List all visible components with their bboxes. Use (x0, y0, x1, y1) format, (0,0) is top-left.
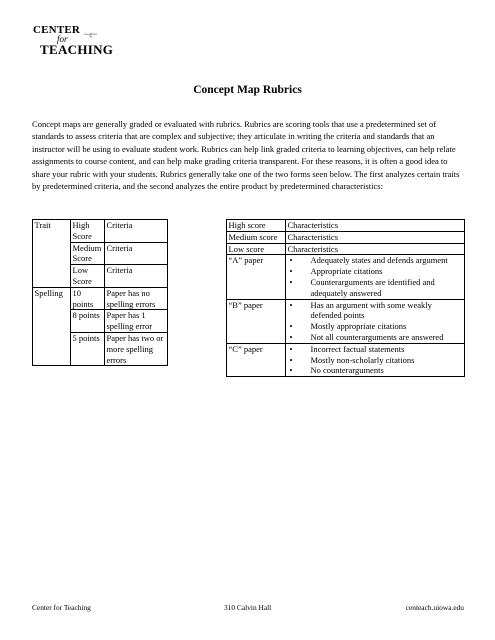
footer-left: Center for Teaching (32, 603, 91, 612)
trait-cell: Spelling (33, 287, 71, 366)
criteria-cell: Paper has two or more spelling errors (105, 332, 168, 365)
holistic-rubric-table (226, 219, 465, 377)
list-item: • No counterarguments (288, 365, 463, 376)
score-cell: 8 points (71, 310, 105, 333)
score-cell: Medium score (227, 231, 286, 243)
table-row (227, 220, 465, 232)
table-row (33, 220, 168, 243)
grade-characteristics-a (286, 255, 465, 299)
trait-header-cell: Trait (33, 220, 71, 288)
center-for-teaching-logo (32, 24, 122, 58)
logo-line-center: CENTER (33, 24, 81, 36)
criteria-cell: Paper has no spelling errors (105, 287, 168, 310)
criteria-cell: Criteria (105, 265, 168, 288)
table-row (33, 287, 168, 310)
grade-label-a: “A” paper (227, 255, 286, 299)
grade-label-b: “B” paper (227, 299, 286, 343)
list-item: • Mostly non-scholarly citations (288, 355, 463, 366)
criteria-cell: Criteria (105, 220, 168, 243)
grade-characteristics-b (286, 299, 465, 343)
trait-rubric-table (32, 219, 168, 366)
intro-paragraph: Concept maps are generally graded or evaluated with rubrics. Rubrics are scoring tools that use a predetermined set of standards to assess criteria that are complex and subjective; they articulate in writing the criteria and standards that an instructor will be using to evaluate student work. Rubrics can help link graded criteria to learning objectives, can help relate assignments to course content, and can help make grading criteria transparent. For these reasons, it is often a good idea to share your rubric with your students. Rubrics generally take one of the two forms seen below. The first analyzes certain traits by predetermined criteria, and the second analyzes the entire product by predetermined characteristics: (32, 119, 460, 192)
list-item: • Mostly appropriate citations (288, 321, 463, 332)
list-item: • Incorrect factual statements (288, 344, 463, 355)
table-row (227, 255, 465, 299)
logo-line-teaching: TEACHING (40, 42, 114, 57)
page-title: Concept Map Rubrics (193, 84, 302, 96)
list-item: • Appropriate citations (288, 266, 463, 277)
characteristics-cell: Characteristics (286, 220, 465, 232)
list-item: • Counterarguments are identified and adequately answered (288, 277, 463, 299)
table-row (227, 343, 465, 376)
score-cell: Medium Score (71, 242, 105, 265)
footer-right: centeach.uiowa.edu (405, 603, 464, 612)
grade-characteristics-c (286, 343, 465, 376)
criteria-cell: Paper has 1 spelling error (105, 310, 168, 333)
footer-center: 310 Calvin Hall (224, 603, 272, 612)
score-cell: 5 points (71, 332, 105, 365)
table-row (227, 243, 465, 255)
logo-swirl-icon: ~ҿ~ (84, 30, 98, 39)
list-item: • Not all counterarguments are answered (288, 332, 463, 343)
score-cell: High Score (71, 220, 105, 243)
table-row (227, 231, 465, 243)
list-item: • Has an argument with some weakly defended points (288, 300, 463, 322)
table-row (227, 299, 465, 343)
score-cell: Low score (227, 243, 286, 255)
score-cell: High score (227, 220, 286, 232)
list-item: • Adequately states and defends argument (288, 255, 463, 266)
characteristics-cell: Characteristics (286, 231, 465, 243)
logo-line-for: for (57, 34, 68, 44)
score-cell: 10 points (71, 287, 105, 310)
score-cell: Low Score (71, 265, 105, 288)
criteria-cell: Criteria (105, 242, 168, 265)
characteristics-cell: Characteristics (286, 243, 465, 255)
grade-label-c: “C” paper (227, 343, 286, 376)
